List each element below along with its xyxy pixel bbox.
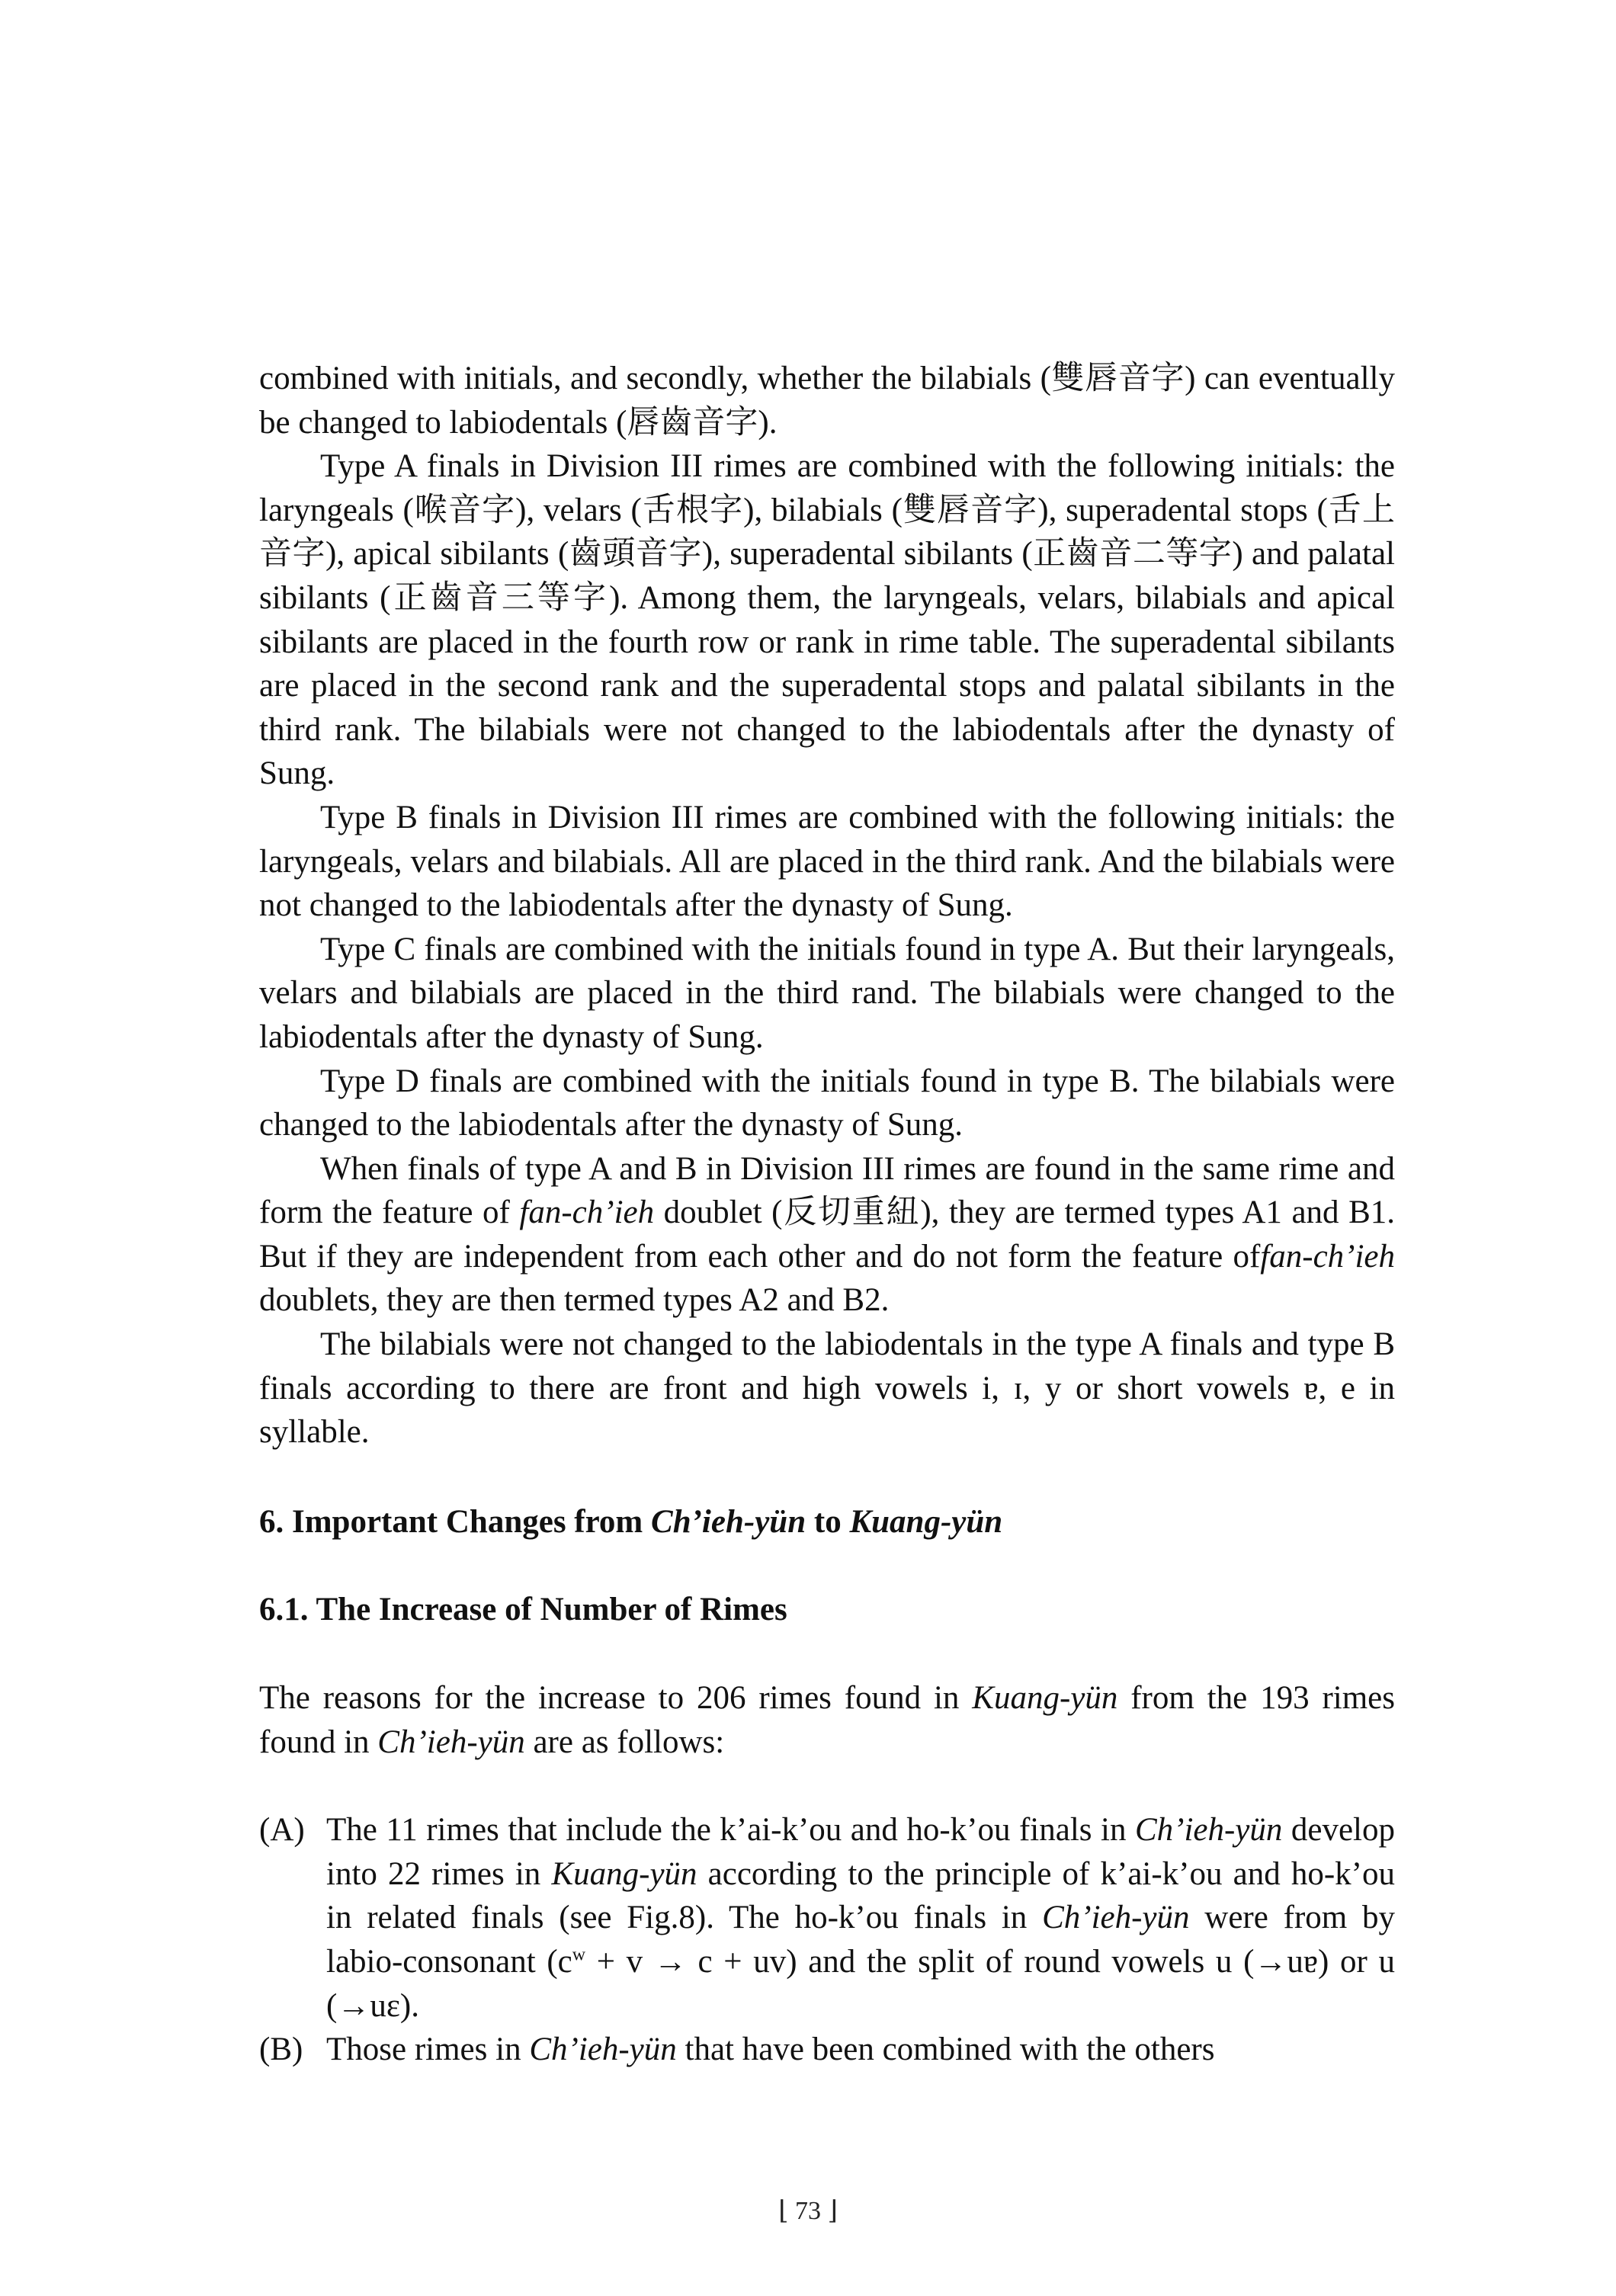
paragraph-doublets <box>259 1147 1395 1323</box>
text-run: The reasons for the increase to 206 rimes found in <box>259 1680 973 1717</box>
text-run: were from by labio-consonant (c <box>326 1900 1395 1980</box>
page-body <box>259 357 1395 2072</box>
term-chieh-yun: Ch’ieh-yün <box>529 2031 677 2068</box>
term-fan-chieh: fan-ch’ieh <box>1260 1238 1395 1275</box>
section-title-part: Important Changes from <box>292 1503 652 1540</box>
text-run: according to the principle of k’ai-k’ou and ho-k’ou in related finals (see Fig.8). The ho-k’ou finals in <box>326 1855 1396 1936</box>
text-run: + v → c + uv) and the split of round vowels u (→uɐ) or u (→uɛ). <box>326 1944 1395 2024</box>
term-chieh-yun: Ch’ieh-yün <box>1042 1900 1190 1936</box>
term-kuang-yun: Kuang-yün <box>972 1680 1118 1717</box>
section-title-part: to <box>806 1503 850 1540</box>
text-run: are as follows: <box>524 1724 725 1760</box>
paragraph-type-b: Type B finals in Division III rimes are combined with the following initials: the laryngeals, velars and bilabials. All are placed in the third rank. And the bilabials were not changed to the labiodentals after the dynasty of Sung. <box>259 799 1395 924</box>
paragraph-type-d: Type D finals are combined with the initials found in type B. The bilabials were changed to the labiodentals after the dynasty of Sung. <box>259 1063 1395 1143</box>
text-run: from the 193 rimes found in <box>259 1680 1395 1760</box>
text-run: When finals of type A and B in Division III rimes are found in the same rime and form the feature of <box>259 1150 1395 1231</box>
text-run: The 11 rimes that include the k’ai-k’ou and ho-k’ou finals in <box>326 1812 1135 1849</box>
text-run: that have been combined with the others <box>676 2031 1215 2068</box>
list-label: (A) <box>259 1812 305 1849</box>
section-heading-6 <box>259 1500 1395 1544</box>
list-label: (B) <box>259 2031 303 2068</box>
term-kuang-yun: Kuang-yün <box>551 1855 697 1892</box>
list-item-a <box>259 1808 1395 2028</box>
section-title-term: Ch’ieh-yün <box>651 1503 806 1540</box>
list-item-b <box>259 2028 1395 2072</box>
reason-list <box>259 1808 1395 2072</box>
section-title-term: Kuang-yün <box>849 1503 1003 1540</box>
superscript-w: w <box>572 1945 586 1965</box>
text-run: Those rimes in <box>326 2031 530 2068</box>
subsection-heading-6-1: 6.1. The Increase of Number of Rimes <box>259 1592 787 1628</box>
page-number: ⌊ 73 ⌋ <box>778 2197 838 2225</box>
section-number: 6. <box>259 1503 284 1540</box>
text-run: develop into 22 rimes in <box>326 1812 1395 1892</box>
paragraph-type-a: Type A finals in Division III rimes are combined with the following initials: the laryngeals (喉音字), velars (舌根字), bilabials (雙唇音字), superadental stops (舌上音字), apical sibilants (齒頭音字), superadental sibilants (正齒音二等字) and palatal sibilants (正齒音三等字). Among them, the laryngeals, velars, bilabials and apical sibilants are placed in the fourth row or rank in rime table. The superadental sibilants are placed in the second rank and the superadental stops and palatal sibilants in the third rank. The bilabials were not changed to the labiodentals after the dynasty of Sung. <box>259 448 1395 792</box>
paragraph-type-c: Type C finals are combined with the initials found in type A. But their laryngeals, velars and bilabials are placed in the third rand. The bilabials were changed to the labiodentals after the dynasty of Sung. <box>259 931 1395 1055</box>
paragraph-vowels: The bilabials were not changed to the labiodentals in the type A finals and type B finals according to there are front and high vowels i, ɪ, y or short vowels ɐ, e in syllable. <box>259 1326 1395 1451</box>
text-run: doublets, they are then termed types A2 and B2. <box>259 1282 890 1319</box>
text-run: doublet (反切重紐), they are termed types A1 and B1. But if they are independent from each other and do not form the feature of <box>259 1194 1395 1275</box>
term-fan-chieh: fan-ch’ieh <box>519 1194 655 1231</box>
term-chieh-yun: Ch’ieh-yün <box>377 1724 525 1760</box>
term-chieh-yun: Ch’ieh-yün <box>1134 1812 1283 1849</box>
paragraph-continuation: combined with initials, and secondly, whether the bilabials (雙唇音字) can eventually be changed to labiodentals (唇齒音字). <box>259 361 1395 441</box>
paragraph-intro <box>259 1676 1395 1764</box>
